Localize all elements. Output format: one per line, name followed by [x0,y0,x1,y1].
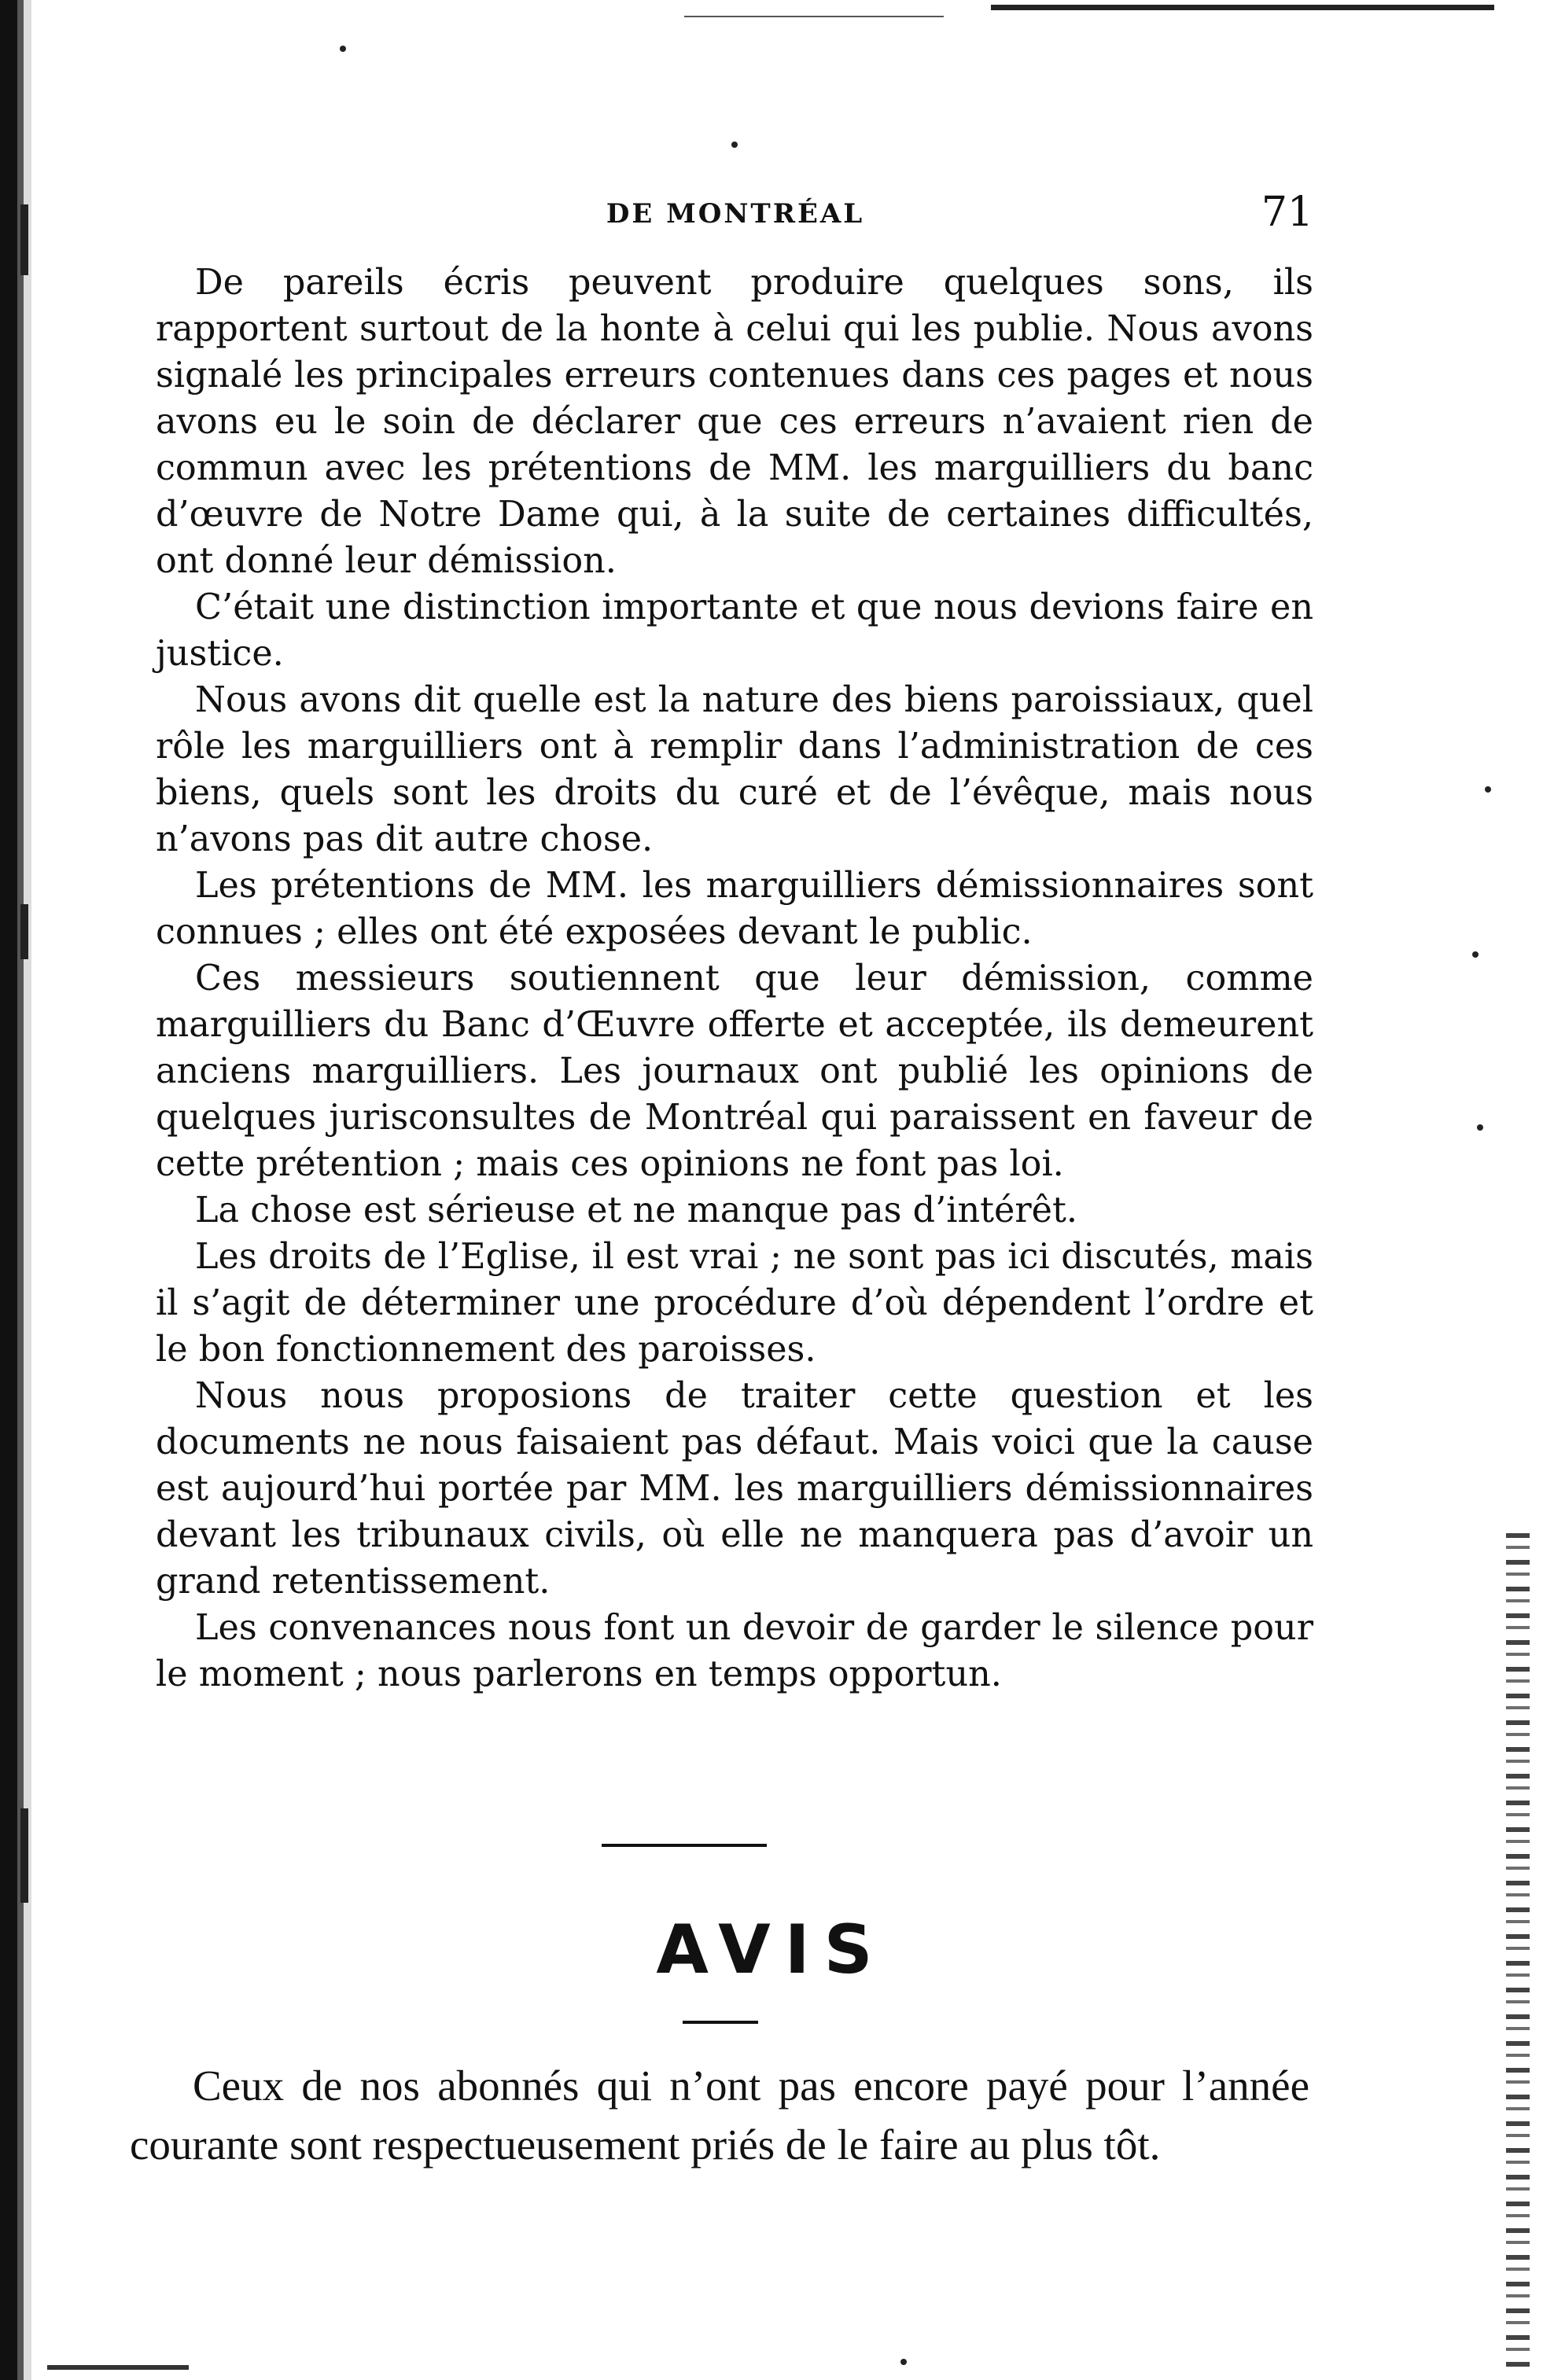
scan-fleck [20,1808,28,1903]
scan-left-edge [0,0,47,2380]
article-body [156,259,1313,1698]
page-header [157,189,1313,244]
paragraph: Ces messieurs soutiennent que leur démission, comme marguilliers du Banc d’Œuvre offerte et acceptée, ils demeurent anciens marguilliers. Les journaux ont publié les opinions de quelques jurisconsultes de Montréal qui paraissent en faveur de cette prétention ; mais ces opinions ne font pas loi. [156,958,1313,1184]
heading-underline [683,2021,758,2024]
section-divider [602,1844,767,1847]
notice-heading: AVIS [656,1911,887,1989]
paragraph: Les prétentions de MM. les marguilliers démissionnaires sont connues ; elles ont été exposées devant le public. [156,866,1313,952]
running-head: DE MONTRÉAL [606,198,865,230]
paragraph: La chose est sérieuse et ne manque pas d’intérêt. [195,1190,1077,1230]
notice-paragraph: Ceux de nos abonnés qui n’ont pas encore payé pour l’année courante sont respectueusement priés de le faire au plus tôt. [130,2062,1309,2168]
paragraph: Les droits de l’Eglise, il est vrai ; ne sont pas ici discutés, mais il s’agit de déterminer une procédure d’où dépendent l’ordre et le bon fonctionnement des paroisses. [156,1237,1313,1370]
scan-speck [731,142,738,148]
scan-speck [1472,951,1479,958]
notice-body [130,2056,1309,2174]
paragraph: Nous nous proposions de traiter cette question et les documents ne nous faisaient pas défaut. Mais voici que la cause est aujourd’hui portée par MM. les marguilliers démissionnaires devant les tribunaux civils, où elle ne manquera pas d’avoir un grand retentissement. [156,1376,1313,1602]
scan-fleck [20,904,28,959]
scan-top-rule-thin [684,16,944,17]
scan-speck [340,46,346,52]
page-number: 71 [1261,189,1313,236]
paragraph: Les convenances nous font un devoir de garder le silence pour le moment ; nous parlerons en temps opportun. [156,1608,1313,1694]
scan-fleck [20,204,28,275]
paragraph: De pareils écris peuvent produire quelques sons, ils rapportent surtout de la honte à celui qui les publie. Nous avons signalé les principales erreurs contenues dans ces pages et nous avons eu le soin de déclarer que ces erreurs n’avaient rien de commun avec les prétentions de MM. les marguilliers du banc d’œuvre de Notre Dame qui, à la suite de certaines difficultés, ont donné leur démission. [156,263,1313,581]
scan-speck [900,2359,907,2365]
scan-bottom-rule [47,2365,189,2370]
scan-speck [1485,786,1491,793]
scan-top-rule [991,5,1494,10]
paragraph: C’était une distinction importante et que nous devions faire en justice. [156,587,1313,674]
paragraph: Nous avons dit quelle est la nature des biens paroissiaux, quel rôle les marguilliers ont à remplir dans l’administration de ces biens, quels sont les droits du curé et de l’évêque, mais nous n’avons pas dit autre chose. [156,680,1313,859]
scan-speck [1477,1124,1483,1131]
